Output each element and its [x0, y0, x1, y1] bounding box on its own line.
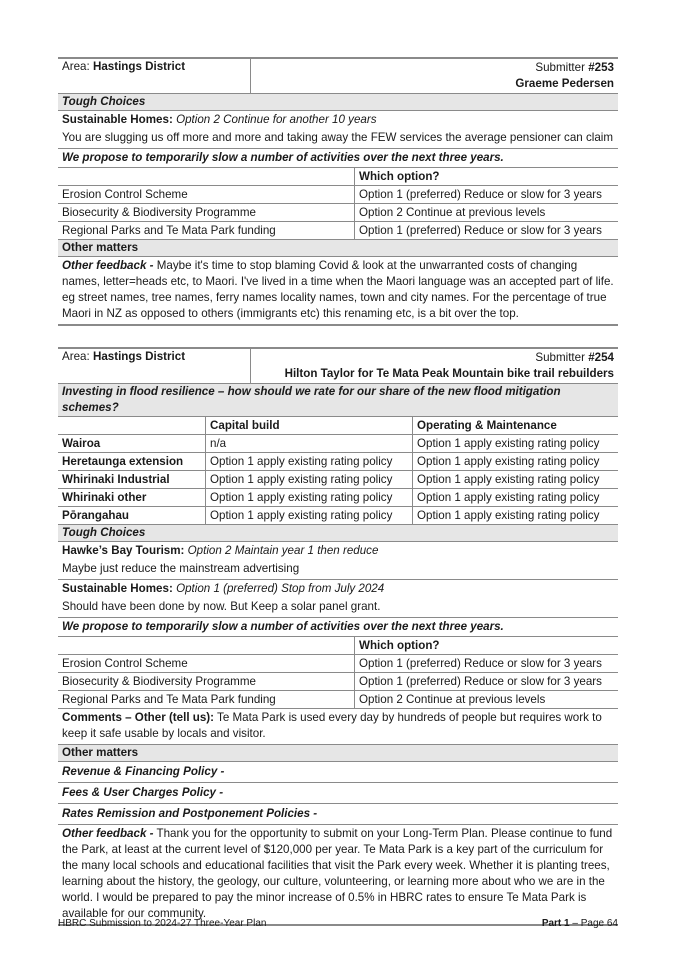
sustainable-homes-comment: You are slugging us off more and more and taking away the FEW services the average pensioner can claim — [58, 129, 618, 149]
other-feedback — [58, 825, 618, 926]
page-footer — [58, 918, 618, 929]
hb-tourism-option: Option 2 Maintain year 1 then reduce — [187, 544, 379, 557]
flood-resilience-heading: Investing in flood resilience – how should we rate for our share of the new flood mitigation schemes? — [58, 384, 618, 417]
footer-page-number: – Page 64 — [572, 918, 618, 929]
area-value: Hastings District — [92, 350, 186, 363]
hb-tourism-comment: Maybe just reduce the mainstream advertising — [58, 560, 618, 580]
scheme-name: Pōrangahau — [58, 507, 206, 525]
opex-option: Option 1 apply existing rating policy — [413, 489, 619, 507]
submitter-name: Graeme Pedersen — [515, 77, 614, 90]
header-blank — [58, 637, 355, 655]
table-row — [58, 435, 618, 453]
table-row — [58, 507, 618, 525]
capital-option: Option 1 apply existing rating policy — [206, 507, 413, 525]
table-row — [58, 471, 618, 489]
capital-build-header: Capital build — [206, 417, 413, 435]
scheme-name: Whirinaki Industrial — [58, 471, 206, 489]
table-row — [58, 453, 618, 471]
table-row — [58, 222, 618, 240]
revenue-policy: Revenue & Financing Policy - — [58, 762, 618, 783]
fees-policy: Fees & User Charges Policy - — [58, 783, 618, 804]
opex-option: Option 1 apply existing rating policy — [413, 471, 619, 489]
table-row — [58, 655, 618, 673]
table-row — [58, 673, 618, 691]
capital-option: n/a — [206, 435, 413, 453]
scheme-name: Wairoa — [58, 435, 206, 453]
activity-name: Regional Parks and Te Mata Park funding — [58, 691, 355, 709]
header-blank — [58, 417, 206, 435]
area-cell — [58, 349, 251, 383]
table-row — [58, 186, 618, 204]
rates-policy: Rates Remission and Postponement Policies - — [58, 804, 618, 825]
sustainable-homes-label: Sustainable Homes: — [62, 582, 173, 595]
other-feedback — [58, 257, 618, 326]
submitter-number: #253 — [588, 61, 614, 74]
tough-choices-heading: Tough Choices — [58, 94, 618, 111]
activity-name: Regional Parks and Te Mata Park funding — [58, 222, 355, 240]
other-feedback-label: Other feedback - — [62, 259, 154, 272]
sustainable-homes-option: Option 2 Continue for another 10 years — [176, 113, 377, 126]
activity-name: Erosion Control Scheme — [58, 186, 355, 204]
submission-253 — [58, 57, 618, 326]
table-row — [58, 489, 618, 507]
which-option-header: Which option? — [355, 637, 619, 655]
tough-choices-heading: Tough Choices — [58, 525, 618, 542]
sustainable-homes-comment: Should have been done by now. But Keep a solar panel grant. — [58, 598, 618, 618]
table-row — [58, 691, 618, 709]
submission-header — [58, 349, 618, 384]
submitter-label: Submitter — [535, 351, 585, 364]
comments-text: Te Mata Park is used every day by hundreds of people but requires work to keep it safe usable by locals and visitor. — [62, 711, 602, 740]
activity-option: Option 2 Continue at previous levels — [355, 204, 619, 222]
slow-activities-heading: We propose to temporarily slow a number of activities over the next three years. — [58, 618, 618, 637]
comments-label: Comments – Other (tell us): — [62, 711, 215, 724]
submission-header — [58, 59, 618, 94]
activity-option: Option 1 (preferred) Reduce or slow for 3 years — [355, 186, 619, 204]
other-feedback-label: Other feedback - — [62, 827, 154, 840]
table-header-row — [58, 637, 618, 655]
activity-option: Option 1 (preferred) Reduce or slow for 3 years — [355, 222, 619, 240]
hb-tourism-label: Hawke’s Bay Tourism: — [62, 544, 185, 557]
capital-option: Option 1 apply existing rating policy — [206, 489, 413, 507]
activities-table — [58, 637, 618, 709]
flood-table — [58, 417, 618, 525]
table-header-row — [58, 417, 618, 435]
other-feedback-text: Maybe it's time to stop blaming Covid & look at the unwarranted costs of changing names, letter=heads etc, to Maori. I've lived in a time when the Maori language was an accepted part of life. eg street names, tree names, ferry names locality names, town and city names. For the percentage of true Maori in NZ as opposed to others (immigrants etc) this renaming etc, is a bit over the top. — [62, 259, 614, 320]
sustainable-homes-option: Option 1 (preferred) Stop from July 2024 — [176, 582, 385, 595]
other-matters-heading: Other matters — [58, 240, 618, 257]
footer-title: HBRC Submission to 2024-27 Three-Year Plan — [58, 918, 267, 929]
activities-table — [58, 168, 618, 240]
submitter-label: Submitter — [535, 61, 585, 74]
scheme-name: Heretaunga extension — [58, 453, 206, 471]
opex-option: Option 1 apply existing rating policy — [413, 435, 619, 453]
submitter-cell — [251, 349, 618, 383]
area-cell — [58, 59, 251, 93]
submitter-name: Hilton Taylor for Te Mata Peak Mountain bike trail rebuilders — [284, 367, 614, 380]
footer-page — [542, 918, 618, 929]
slow-activities-heading: We propose to temporarily slow a number of activities over the next three years. — [58, 149, 618, 168]
activity-name: Biosecurity & Biodiversity Programme — [58, 204, 355, 222]
scheme-name: Whirinaki other — [58, 489, 206, 507]
which-option-header: Which option? — [355, 168, 619, 186]
activity-option: Option 1 (preferred) Reduce or slow for 3 years — [355, 655, 619, 673]
operating-header: Operating & Maintenance — [413, 417, 619, 435]
hb-tourism-row — [58, 542, 618, 560]
sustainable-homes-row — [58, 111, 618, 129]
sustainable-homes-label: Sustainable Homes: — [62, 113, 173, 126]
other-feedback-text: Thank you for the opportunity to submit on your Long-Term Plan. Please continue to fund the Park, at least at the current level of $120,000 per year. Te Mata Park is a key part of the curriculum for the many local schools and educational facilities that visit the Park every week. Whether it is planting trees, learning about the history, the geology, our culture, volunteering, or learning more about who we are in the world. I would be prepared to pay the minor increase of 0.5% in HBRC rates to ensure Te Mata Park is available for our community. — [62, 827, 613, 920]
activity-name: Erosion Control Scheme — [58, 655, 355, 673]
table-row — [58, 204, 618, 222]
table-header-row — [58, 168, 618, 186]
submitter-number: #254 — [588, 351, 614, 364]
capital-option: Option 1 apply existing rating policy — [206, 453, 413, 471]
opex-option: Option 1 apply existing rating policy — [413, 453, 619, 471]
header-blank — [58, 168, 355, 186]
activity-name: Biosecurity & Biodiversity Programme — [58, 673, 355, 691]
opex-option: Option 1 apply existing rating policy — [413, 507, 619, 525]
activity-option: Option 1 (preferred) Reduce or slow for 3 years — [355, 673, 619, 691]
area-label: Area: — [62, 350, 90, 363]
comments-other — [58, 709, 618, 745]
other-matters-heading: Other matters — [58, 745, 618, 762]
activity-option: Option 2 Continue at previous levels — [355, 691, 619, 709]
sustainable-homes-row — [58, 580, 618, 598]
area-label: Area: — [62, 60, 90, 73]
footer-part: Part 1 — [541, 918, 570, 929]
submitter-cell — [251, 59, 618, 93]
capital-option: Option 1 apply existing rating policy — [206, 471, 413, 489]
area-value: Hastings District — [92, 60, 186, 73]
submission-254 — [58, 347, 618, 926]
